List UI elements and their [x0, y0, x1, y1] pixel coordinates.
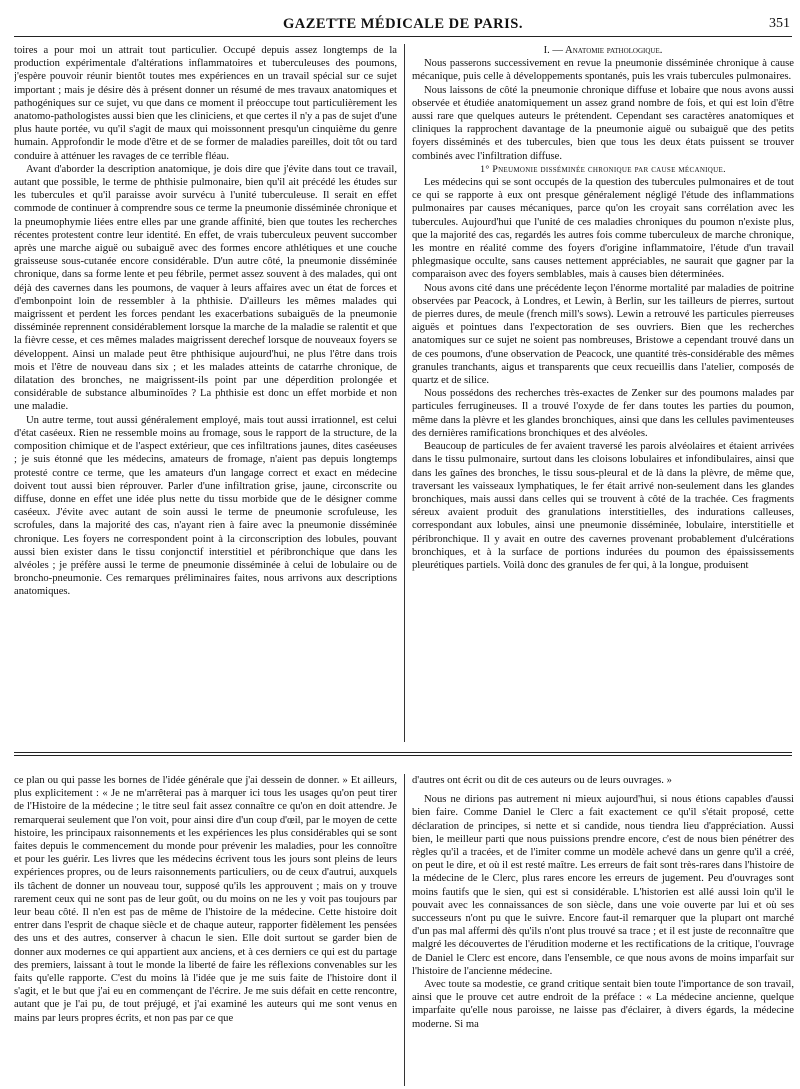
- paragraph: Beaucoup de particules de fer avaient traversé les parois alvéolaires et étaient arrivées dans le tissu pulmonaire, surtout dans les cloisons lobulaires et infondibulaires, ainsi que dans les gaînes des bronches, le tissu sous-pleural et de là dans la plèvre, de même que, traversant les vaisseaux lymphatiques, le fer était arrivé non-seulement dans les glandes bronchiques, mais aussi dans celles qui se trouvent à côté de la trachée. Ces fragments séreux avaient produit des granulations interstitielles, des indurations calleuses, correspondant aux lobules, ainsi une pneumonie disséminée, lobulaire, interstitielle et péribronchique. Il y avait en outre des cavernes provenant probablement d'ulcérations bronchiques, et à la surface de portions indurées du poumon des épaississements pleurétiques partiels. Voilà donc des granules de fer qui, à la longue, produisent: [412, 441, 794, 571]
- feuilleton-column-left: [14, 774, 397, 1086]
- paragraph: ce plan ou qui passe les bornes de l'idée générale que j'ai dessein de donner. » Et ailleurs, plus explicitement : « Je ne m'arrêterai pas à marquer ici tous les usages qu'on peut tirer de l'Histoire de la médecine ; le titre seul fait assez connaître ce qu'on en doit attendre. Je remarquerai seulement que l'on voit, pour ainsi dire d'un coup d'œil, par le moyen de cette histoire, les principaux raisonnements et les expériences les plus considérables qui se sont faites depuis le commencement du monde pour prévenir les maladies, pour les connoître et pour les guérir. Les livres que les médecins écrivent tous les jours sont pleins de leurs expériences propres, ou de leurs raisonnements particuliers, ou de ceux d'autrui, auxquels ils tâchent de donner un nouveau tour, supposé qu'ils les approuvent ; mais on y trouve rarement ceux qui ne sont pas de leur goût, ou du moins on ne les y voit pas toujours par leur beau côté. Il n'en est pas de même de l'histoire de la médecine. Cette histoire doit entrer dans l'esprit de chaque siècle et de chaque auteur, rapporter fidèlement les pensées des uns et des autres, conserver à chacun le sien. Elle doit surtout se garder bien de donner aux modernes ce qui appartient aux anciens, et à ces derniers ce qui est du partage des premiers, laissant à tout le monde la liberté de faire les réflexions convenables sur les faits qu'elle rapporte. C'est du moins là l'idée que je me suis faite de l'histoire dont il s'agit, et le but que j'ai eu en commençant de l'écrire. Je me suis défait en cette rencontre, autant que je l'ai pu, de tout préjugé, et j'ai examiné les auteurs qui me sont venus en mains par leurs propres écrits, et non pas par ce que: [14, 775, 397, 1024]
- paragraph: Nous possédons des recherches très-exactes de Zenker sur des poumons malades par particules ferrugineuses. Il a trouvé l'oxyde de fer dans toutes les parties du poumon, même dans la plèvre et les glandes bronchiques, ainsi que dans les cellules pavimenteuses des dernières ramifications bronchiques et des alvéoles.: [412, 388, 794, 439]
- column-divider-top: [404, 44, 405, 742]
- paragraph: Avant d'aborder la description anatomique, je dois dire que j'évite dans tout ce travail, autant que possible, le terme de phthisie pulmonaire, bien qu'il ait précédé les études sur les tubercules et qu'il paraisse avoir survécu à l'unité tuberculeuse. Il serait en effet commode de continuer à comprendre sous ce terme la pneumonie disséminée chronique et la pneumophymie liées entre elles par une grande affinité, bien que toutes les recherches récentes protestent contre leur identité. En effet, de vrais tuberculeux peuvent succomber après une marche aiguë ou subaiguë avec des formes encore athlétiques et une couche graisseuse sous-cutanée encore considérable. D'un autre côté, la pneumonie disséminée chronique, dans sa forme lente et peu fébrile, permet assez souvent à des malades, qui ont déjà des cavernes dans les poumons, de vaquer à leurs affaires avec un état de forces et d'embonpoint loin de ressembler à la phthisie. D'ailleurs les mêmes malades qui maigrissent et perdent les forces pendant les exacerbations subaiguës de la pneumonie disséminée reprennent considérablement lorsque la marche de la maladie se ralentit et que la fièvre cesse, et ces mêmes malades maigrissent derechef lorsque de nouveaux foyers se développent. Ainsi un malade peut être phthisique aujourd'hui, ne plus l'être dans trois mois et l'être de nouveau dans six ; et les malades atteints de catarrhe chronique, de dilatation des bronches, ne maigrissent-ils point par une déperdition prolongée et considérable de substance albuminoïdes ? La phthisie est donc un effet morbide et non une maladie.: [14, 163, 397, 413]
- column-divider-bottom: [404, 774, 405, 1086]
- paragraph: Avec toute sa modestie, ce grand critique sentait bien toute l'importance de son travail, ainsi que le prouve cet autre endroit de la préface : « La médecine ancienne, quelque imparfaite qu'elle nous paroisse, ne laisse pas d'éclairer, à divers égards, la médecine moderne. Si ma: [412, 979, 794, 1030]
- quote-continuation: d'autres ont écrit ou dit de ces auteurs ou de leurs ouvrages. »: [412, 775, 672, 786]
- paragraph: Les médecins qui se sont occupés de la question des tubercules pulmonaires et de tout ce qui se rapporte à eux ont presque généralement négligé l'étude des inflammations pulmonaires par causes mécaniques, parce qu'on les croyait sans corrélation avec les tubercules. Aujourd'hui que l'unité de ces maladies chroniques du poumon n'existe plus, que la majorité des cas, regardés les autres fois comme tuberculeux de marche chronique, les montre en réalité comme des foyers d'origine inflammatoire, l'étude d'un travail phlegmasique occulte, sans causes nettement appréciables, ne saurait que gagner par la comparaison avec des foyers semblables, mais à causes bien déterminées.: [412, 177, 794, 281]
- page-header: [14, 14, 792, 37]
- paragraph: toires a pour moi un attrait tout particulier. Occupé depuis assez longtemps de la production expérimentale d'altérations inflammatoires et tuberculeuses des poumons, j'espère pouvoir réunir bientôt toutes mes expériences en un travail spécial sur ce sujet important ; mais je désire dès à présent donner un résumé de mes travaux anatomiques et pathogéniques sur ce sujet, vu que dans ce moment il préoccupe tout particulièrement les anatomo-pathologistes aussi bien que les cliniciens, et que certes il n'y a pas de sujet d'une plus haute portée, vu qu'il s'agit de maux qui moissonnent presqu'un cinquième du genre humain. Approfondir le mode d'être et de se former de maladies pareilles, doit tôt ou tard conduire à atténuer les ravages de ce terrible fléau.: [14, 45, 397, 162]
- paragraph: Nous passerons successivement en revue la pneumonie disséminée chronique à cause mécanique, puis celle à développements spontanés, puis les vrais tubercules pulmonaires.: [412, 58, 794, 83]
- section-separator-rule: [14, 752, 792, 756]
- journal-title: GAZETTE MÉDICALE DE PARIS.: [283, 16, 523, 32]
- page-number: 351: [769, 16, 790, 31]
- subsection-heading: 1° Pneumonie disséminée chronique par cause mécanique.: [480, 163, 726, 175]
- paragraph: Nous ne dirions pas autrement ni mieux aujourd'hui, si nous étions capables d'aussi bien faire. Comme Daniel le Clerc a fait exactement ce qu'il s'était proposé, cette déclaration de principes, si nette et si candide, nous tiendra lieu d'appréciation. Aussi bien, le meilleur parti que nous puissions prendre encore, c'est de nous bien pénétrer des règles qu'il a tracées, et de l'imiter comme un modèle achevé dans un genre qu'il a créé, on peut le dire, et où il est resté maître. Les erreurs de fait sont très-rares dans l'histoire de la médecine de le Clerc, plus rares encore les erreurs de jugement. Peu d'ouvrages sont moins fautifs que le sien, qui est si considérable. L'historien est allé aussi loin qu'il le pouvait avec les connaissances de son siècle, dans une voie ouverte par lui et où ses successeurs n'ont pu que le suivre. Encore faut-il remarquer que la plupart ont marché d'un pas mal affermi dès qu'ils n'ont plus trouvé sa trace ; et il est juste de reconnaître que malgré les découvertes de l'érudition moderne et les rectifications de la critique, l'ouvrage de Daniel le Clerc est encore, dans l'ensemble, ce que nous avons de moins imparfait sur l'histoire de l'ancienne médecine.: [412, 794, 794, 977]
- paragraph: Nous laissons de côté la pneumonie chronique diffuse et lobaire que nous avons aussi observée et étudiée anatomiquement un assez grand nombre de fois, et qui est loin d'être aussi rare que quelques auteurs le prétendent. Cependant ses caractères anatomiques et cliniques la rapprochent davantage de la pneumonie aiguë ou subaiguë que des petits foyers disséminés et des tubercules, bien que tous les deux états puissent se trouver combinés avec l'infiltration diffuse.: [412, 84, 794, 162]
- section-heading: I. — Anatomie pathologique.: [543, 45, 663, 56]
- article-column-top-right: [412, 44, 794, 741]
- paragraph: Nous avons cité dans une précédente leçon l'énorme mortalité par maladies de poitrine observées par Peacock, à Londres, et Lewin, à Berlin, sur les tailleurs de pierres, surtout de pierres dures, de meule (french mill's sows). Lewin a retrouvé les particules pierreuses aiguës et pointues dans l'expectoration de ses ouvriers. Bien que les recherches anatomiques sur ce sujet ne soient pas nombreuses, Bristowe a cependant trouvé dans un de ces poumons, d'une observation de Peacock, une quantité très-considérable des mêmes granules tranchants, aigus et transparents que ceux recueillis dans l'atelier, composés de quartz et de silice.: [412, 282, 794, 387]
- paragraph: Un autre terme, tout aussi généralement employé, mais tout aussi irrationnel, est celui d'état caséeux. Rien ne ressemble moins au fromage, sous le rapport de la structure, de la composition chimique et de l'aspect extérieur, que ces infiltrations jaunes, dites caséeuses ; je suis étonné que les médecins, amateurs de fromage, n'aient pas depuis longtemps protesté contre ce terme, que les amateurs d'un langage correct et exact en médecine doivent tout aussi bien réprouver. Parler d'une infiltration grise, jaune, circonscrite ou diffuse, donne en effet une idée plus nette du tissu morbide que de le désigner comme caséeux. J'évite avec autant de soin aussi le terme de pneumonie scrofuleuse, les scrofules, dans la majorité des cas, n'ayant rien à faire avec la pneumonie disséminée chronique. Les foyers ne correspondent point à la circonscription des lobules, pouvant aussi bien exister dans le tissu conjonctif interstitiel et péribronchique que dans les alvéoles ; je préfère aussi le terme de pneumonie disséminée à celui de lobulaire ou de broncho-pneumonie. Ces remarques préliminaires faites, nous arrivons aux descriptions anatomiques.: [14, 414, 397, 598]
- article-column-top-left: [14, 44, 397, 741]
- feuilleton-column-right: [412, 774, 794, 1086]
